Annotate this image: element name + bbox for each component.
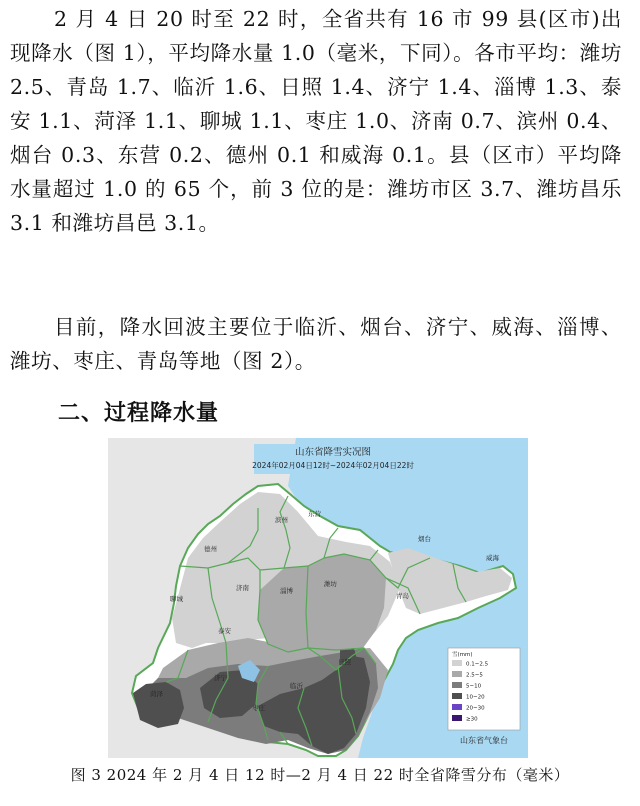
section-heading: 二、过程降水量	[58, 401, 220, 426]
legend-swatch-0-1-2-5	[452, 660, 462, 666]
map-legend	[448, 648, 520, 730]
city-label-dezhou: 德州	[204, 545, 217, 553]
legend-label: 2.5~5	[466, 672, 483, 679]
legend-swatch-2-5-5	[452, 671, 462, 677]
city-label-taian: 泰安	[218, 627, 231, 635]
city-label-liaocheng: 聊城	[170, 595, 183, 603]
map-title: 山东省降雪实况图	[294, 447, 372, 458]
city-label-zibo: 淄博	[280, 587, 293, 595]
legend-swatch-10-20	[452, 693, 462, 699]
paragraph-city-averages: 2 月 4 日 20 时至 22 时，全省共有 16 市 99 县(区市)出现降水（图 1），平均降水量 1.0（毫米，下同）。各市平均：潍坊 2.5、青岛 1.7、临沂 1.6、日照 1.4、济宁 1.4、淄博 1.3、泰安 1.1、菏泽 1.1、聊城 1.1、枣庄 1.0、济南 0.7、滨州 0.4、烟台 0.3、东营 0.2、德州 0.1 和威海 0.1。县（区市）平均降水量超过 1.0 的 65 个，前 3 位的是：潍坊市区 3.7、潍坊昌乐 3.1 和潍坊昌邑 3.1。	[10, 7, 622, 235]
city-label-weihai: 威海	[486, 554, 499, 562]
legend-label: 10~20	[466, 694, 485, 701]
legend-swatch-30-plus	[452, 715, 462, 721]
figure-caption: 图 3 2024 年 2 月 4 日 12 时—2 月 4 日 22 时全省降雪分布（毫米）	[70, 766, 570, 784]
legend-title: 雪(mm)	[452, 652, 473, 658]
city-label-rizhao: 日照	[338, 658, 351, 666]
legend-swatch-5-10	[452, 682, 462, 688]
snowfall-map	[108, 438, 528, 758]
city-label-zaozhuang: 枣庄	[252, 704, 265, 712]
legend-label: 20~30	[466, 705, 485, 712]
legend-label: 0.1~2.5	[466, 661, 489, 668]
legend-swatch-20-30	[452, 704, 462, 710]
city-label-heze: 菏泽	[150, 690, 163, 698]
city-label-jinan: 济南	[236, 584, 249, 592]
snowfall-map-figure	[108, 438, 528, 758]
agency-label: 山东省气象台	[460, 736, 508, 745]
city-label-weifang: 潍坊	[324, 580, 337, 588]
paragraph-echo-location: 目前，降水回波主要位于临沂、烟台、济宁、威海、淄博、潍坊、枣庄、青岛等地（图 2）。	[10, 315, 622, 373]
city-label-jining: 济宁	[214, 674, 227, 682]
legend-label: ≥30	[466, 716, 478, 723]
city-label-yantai: 烟台	[418, 535, 431, 543]
legend-label: 5~10	[466, 683, 482, 690]
city-label-linyi: 临沂	[290, 682, 303, 690]
city-label-dongying: 东营	[308, 510, 321, 518]
city-label-qingdao: 青岛	[396, 592, 409, 600]
map-subtitle: 2024年02月04日12时~2024年02月04日22时	[252, 461, 414, 470]
city-label-binzhou: 滨州	[275, 516, 288, 524]
